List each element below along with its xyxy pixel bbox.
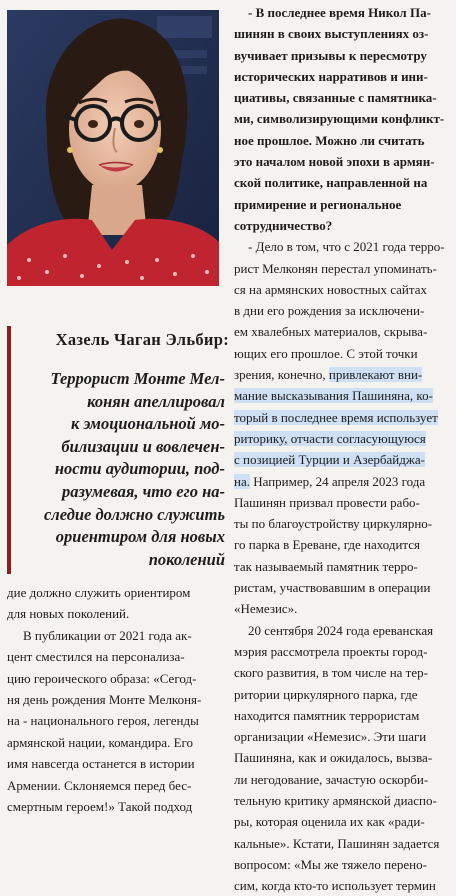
answer-line — [234, 641, 452, 662]
quote-line: билизации и вовлечен- — [61, 436, 225, 456]
text-segment: вопросом: «Мы же тяжело перено- — [234, 856, 427, 872]
text-segment: сим, когда кто-то использует термин — [234, 878, 436, 894]
question-line: вучивает призывы к пересмотру — [234, 47, 427, 63]
question-line: примирение и региональное — [234, 196, 402, 212]
text-segment: организации «Немезис». Эти шаги — [234, 729, 427, 745]
text-segment: го парка в Ереване, где находится — [234, 537, 421, 553]
answer-line — [234, 790, 452, 811]
answer-line — [234, 747, 452, 768]
answer-line — [234, 236, 452, 257]
answer-line — [234, 258, 452, 279]
answer-line — [234, 684, 452, 705]
text-segment: в дни его рождения за исключени- — [234, 303, 425, 319]
question-line: ми, символизирующими конфликт- — [234, 111, 445, 127]
text-segment: так называемый памятник терро- — [234, 558, 418, 574]
question-line: ской политике, направленной на — [234, 175, 428, 191]
text-segment: Пашинян призвал провести рабо- — [234, 494, 420, 510]
answer-line — [234, 662, 452, 683]
answer-line — [234, 577, 452, 598]
answer-line — [234, 833, 452, 854]
quote-line: ориентиром для новых — [55, 527, 225, 547]
question-line: исторических нарративов и ини- — [234, 68, 428, 84]
quote-line: к эмоциональной мо- — [70, 414, 225, 434]
answer-line — [234, 513, 452, 534]
text-line: для новых поколений. — [7, 606, 130, 622]
text-line: В публикации от 2021 года ак- — [23, 627, 192, 643]
answer-line — [234, 279, 452, 300]
answer-line — [234, 364, 452, 385]
text-line: на - национального героя, легенды — [7, 713, 199, 729]
pull-quote — [7, 326, 229, 574]
answer-line — [234, 811, 452, 832]
answer-line — [234, 492, 452, 513]
answer-line — [234, 407, 452, 428]
text-segment: кальные». Кстати, Пашинян задается — [234, 835, 440, 851]
answer-line — [234, 534, 452, 555]
answer-line — [234, 471, 452, 492]
text-line: имя навсегда останется в истории — [7, 756, 195, 772]
speaker-name: Хазель Чаган Эльбир: — [55, 330, 229, 349]
quote-line: ности аудитории, под- — [54, 459, 225, 479]
text-segment: ского развития, в том числе на тер- — [234, 665, 428, 681]
answer-line — [234, 321, 452, 342]
answer-line — [234, 449, 452, 470]
highlighted-text[interactable]: на. — [234, 473, 250, 489]
text-segment: ющих его прошлое. С этой точки — [234, 345, 418, 361]
answer-line — [234, 705, 452, 726]
answer-line — [234, 769, 452, 790]
text-segment: ритории циркулярного парка, где — [234, 686, 418, 702]
text-segment: ры, которая оценила их как «ради- — [234, 814, 425, 830]
answer-line — [234, 726, 452, 747]
interview-answer — [234, 236, 452, 896]
text-line: дие должно служить ориентиром — [7, 585, 191, 600]
text-line: цию героического образа: «Сегод- — [7, 670, 197, 686]
highlighted-text[interactable]: торый в последнее время использует — [234, 409, 438, 425]
text-segment: ли негодование, зачастую оскорби- — [234, 771, 429, 787]
answer-line — [234, 343, 452, 364]
highlighted-text[interactable]: мание высказывания Пашиняна, ко- — [234, 388, 433, 404]
interview-question — [234, 2, 452, 236]
quote-line: разумевая, что его на- — [62, 481, 225, 501]
answer-line — [234, 556, 452, 577]
highlighted-text[interactable]: риторику, отчасти согласующуюся — [234, 430, 426, 446]
text-segment: рист Мелконян перестал упоминать- — [234, 260, 437, 276]
text-segment: ем хвалебных материалов, скрыва- — [234, 324, 428, 340]
quote-line: Террорист Монте Мел- — [50, 369, 225, 388]
left-column-text — [7, 582, 222, 817]
question-line: шинян в своих выступлениях оз- — [234, 26, 429, 42]
right-column — [234, 2, 452, 896]
text-line: ня день рождения Монте Мелконя- — [7, 692, 202, 708]
quote-text — [25, 368, 225, 571]
text-line: смертным героем!» Такой подход — [7, 799, 193, 815]
highlighted-text[interactable]: с позицией Турции и Азербайджа- — [234, 452, 425, 468]
text-segment: - Дело в том, что с 2021 года терро- — [248, 239, 445, 255]
portrait-photo — [7, 10, 219, 286]
answer-line — [234, 620, 452, 641]
question-line: это началом новой эпохи в армян- — [234, 154, 435, 170]
answer-line — [234, 428, 452, 449]
text-line: армянской нации, командира. Его — [7, 734, 194, 750]
highlighted-text[interactable]: привлекают вни- — [328, 367, 423, 383]
answer-line — [234, 598, 452, 619]
question-line: сотрудничество? — [234, 217, 333, 233]
question-line: - В последнее время Никол Па- — [248, 5, 431, 20]
text-segment: зрения, конечно, — [234, 367, 329, 383]
text-segment: находится памятник террористам — [234, 707, 420, 723]
text-segment: ристам, участвовавшим в операции — [234, 580, 431, 596]
text-segment: мэрия рассмотрела проекты город- — [234, 643, 428, 659]
answer-line — [234, 854, 452, 875]
quote-line: следие должно служить — [43, 504, 225, 524]
answer-line — [234, 875, 452, 896]
answer-line — [234, 385, 452, 406]
question-line: циативы, связанные с памятника- — [234, 90, 437, 106]
text-segment: «Немезис». — [234, 601, 298, 617]
text-line: цент сместился на персонализа- — [7, 649, 185, 665]
quote-line: конян апеллировал — [87, 391, 225, 411]
text-segment: тельную критику армянской диаспо- — [234, 792, 437, 808]
quote-line: поколений — [148, 549, 225, 569]
text-segment: Например, 24 апреля 2023 года — [249, 473, 426, 489]
text-segment: ся на армянских новостных сайтах — [234, 281, 427, 297]
text-segment: Пашиняна, как и ожидалось, вызва- — [234, 750, 433, 766]
answer-line — [234, 300, 452, 321]
text-segment: 20 сентября 2024 года ереванская — [248, 622, 434, 638]
question-line: ное прошлое. Можно ли считать — [234, 132, 425, 148]
quote-accent-bar — [7, 326, 11, 574]
text-segment: ты по благоустройству циркулярно- — [234, 516, 433, 532]
text-line: Армении. Склоняемся перед бес- — [7, 777, 192, 793]
